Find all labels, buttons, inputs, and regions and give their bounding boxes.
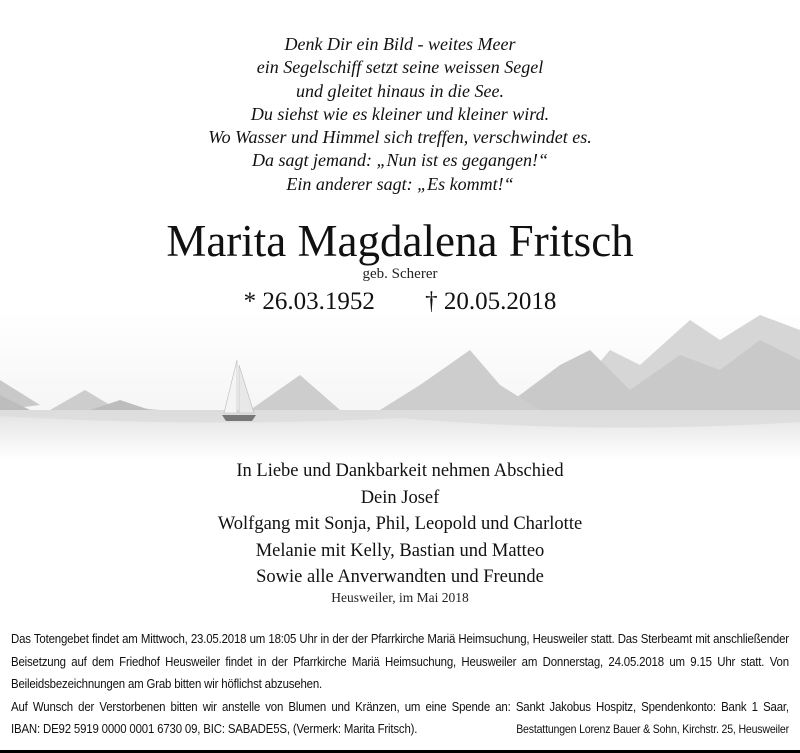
sailboat-mountain-lake-image — [0, 310, 800, 460]
bank-and-undertaker-line — [11, 718, 789, 741]
birth-date: * 26.03.1952 — [243, 288, 375, 315]
poem-line: Denk Dir ein Bild - weites Meer — [284, 34, 516, 54]
mourners — [0, 458, 800, 591]
life-dates — [0, 288, 800, 316]
bank-details: IBAN: DE92 5919 0000 0001 6730 09, BIC: SABADE5S, (Vermerk: Marita Fritsch). — [11, 721, 418, 736]
mourner-line: Melanie mit Kelly, Bastian und Matteo — [255, 540, 545, 561]
poem-line: Du siehst wie es kleiner und kleiner wird. — [250, 103, 550, 124]
undertaker: Bestattungen Lorenz Bauer & Sohn, Kirchstr. 25, Heusweiler — [516, 722, 789, 736]
poem-line: Da sagt jemand: „Nun ist es gegangen!“ — [252, 150, 548, 171]
poem-line: Wo Wasser und Himmel sich treffen, verschwindet es. — [208, 127, 592, 148]
mourner-line: In Liebe und Dankbarkeit nehmen Abschied — [236, 461, 564, 481]
poem-line: und gleitet hinaus in die See. — [296, 80, 504, 101]
poem-line: Ein anderer sagt: „Es kommt!“ — [286, 173, 514, 194]
donation-info: Auf Wunsch der Verstorbenen bitten wir anstelle von Blumen und Kränzen, um eine Spende an: Sankt Jakobus Hospitz, Spendenkonto: Bank 1 Saar, — [11, 698, 789, 714]
mourner-line: Dein Josef — [360, 487, 440, 508]
place-date: Heusweiler, im Mai 2018 — [331, 590, 469, 605]
poem — [0, 33, 800, 196]
birth-name: geb. Scherer — [362, 266, 438, 282]
mourner-line: Sowie alle Anverwandten und Freunde — [256, 567, 544, 587]
funeral-notes — [11, 628, 789, 741]
deceased-name: Marita Magdalena Fritsch — [166, 216, 634, 266]
service-info: Das Totengebet findet am Mittwoch, 23.05.2018 um 18:05 Uhr in der der Pfarrkirche Mariä Heimsuchung, Heusweiler statt. Das Sterbeamt mit anschließender Beisetzung auf dem Friedhof Heusweiler findet in der Pfarrkirche Mariä Heimsuchung, Heusweiler am Donnerstag, 24.05.2018 um 9.15 Uhr statt. Von Beileidsbezeichnungen am Grab bitten wir höflichst abzusehen. — [11, 631, 789, 691]
mourner-line: Wolfgang mit Sonja, Phil, Leopold und Charlotte — [217, 514, 583, 534]
poem-line: ein Segelschiff setzt seine weissen Segel — [256, 57, 544, 78]
death-date: † 20.05.2018 — [425, 288, 557, 315]
